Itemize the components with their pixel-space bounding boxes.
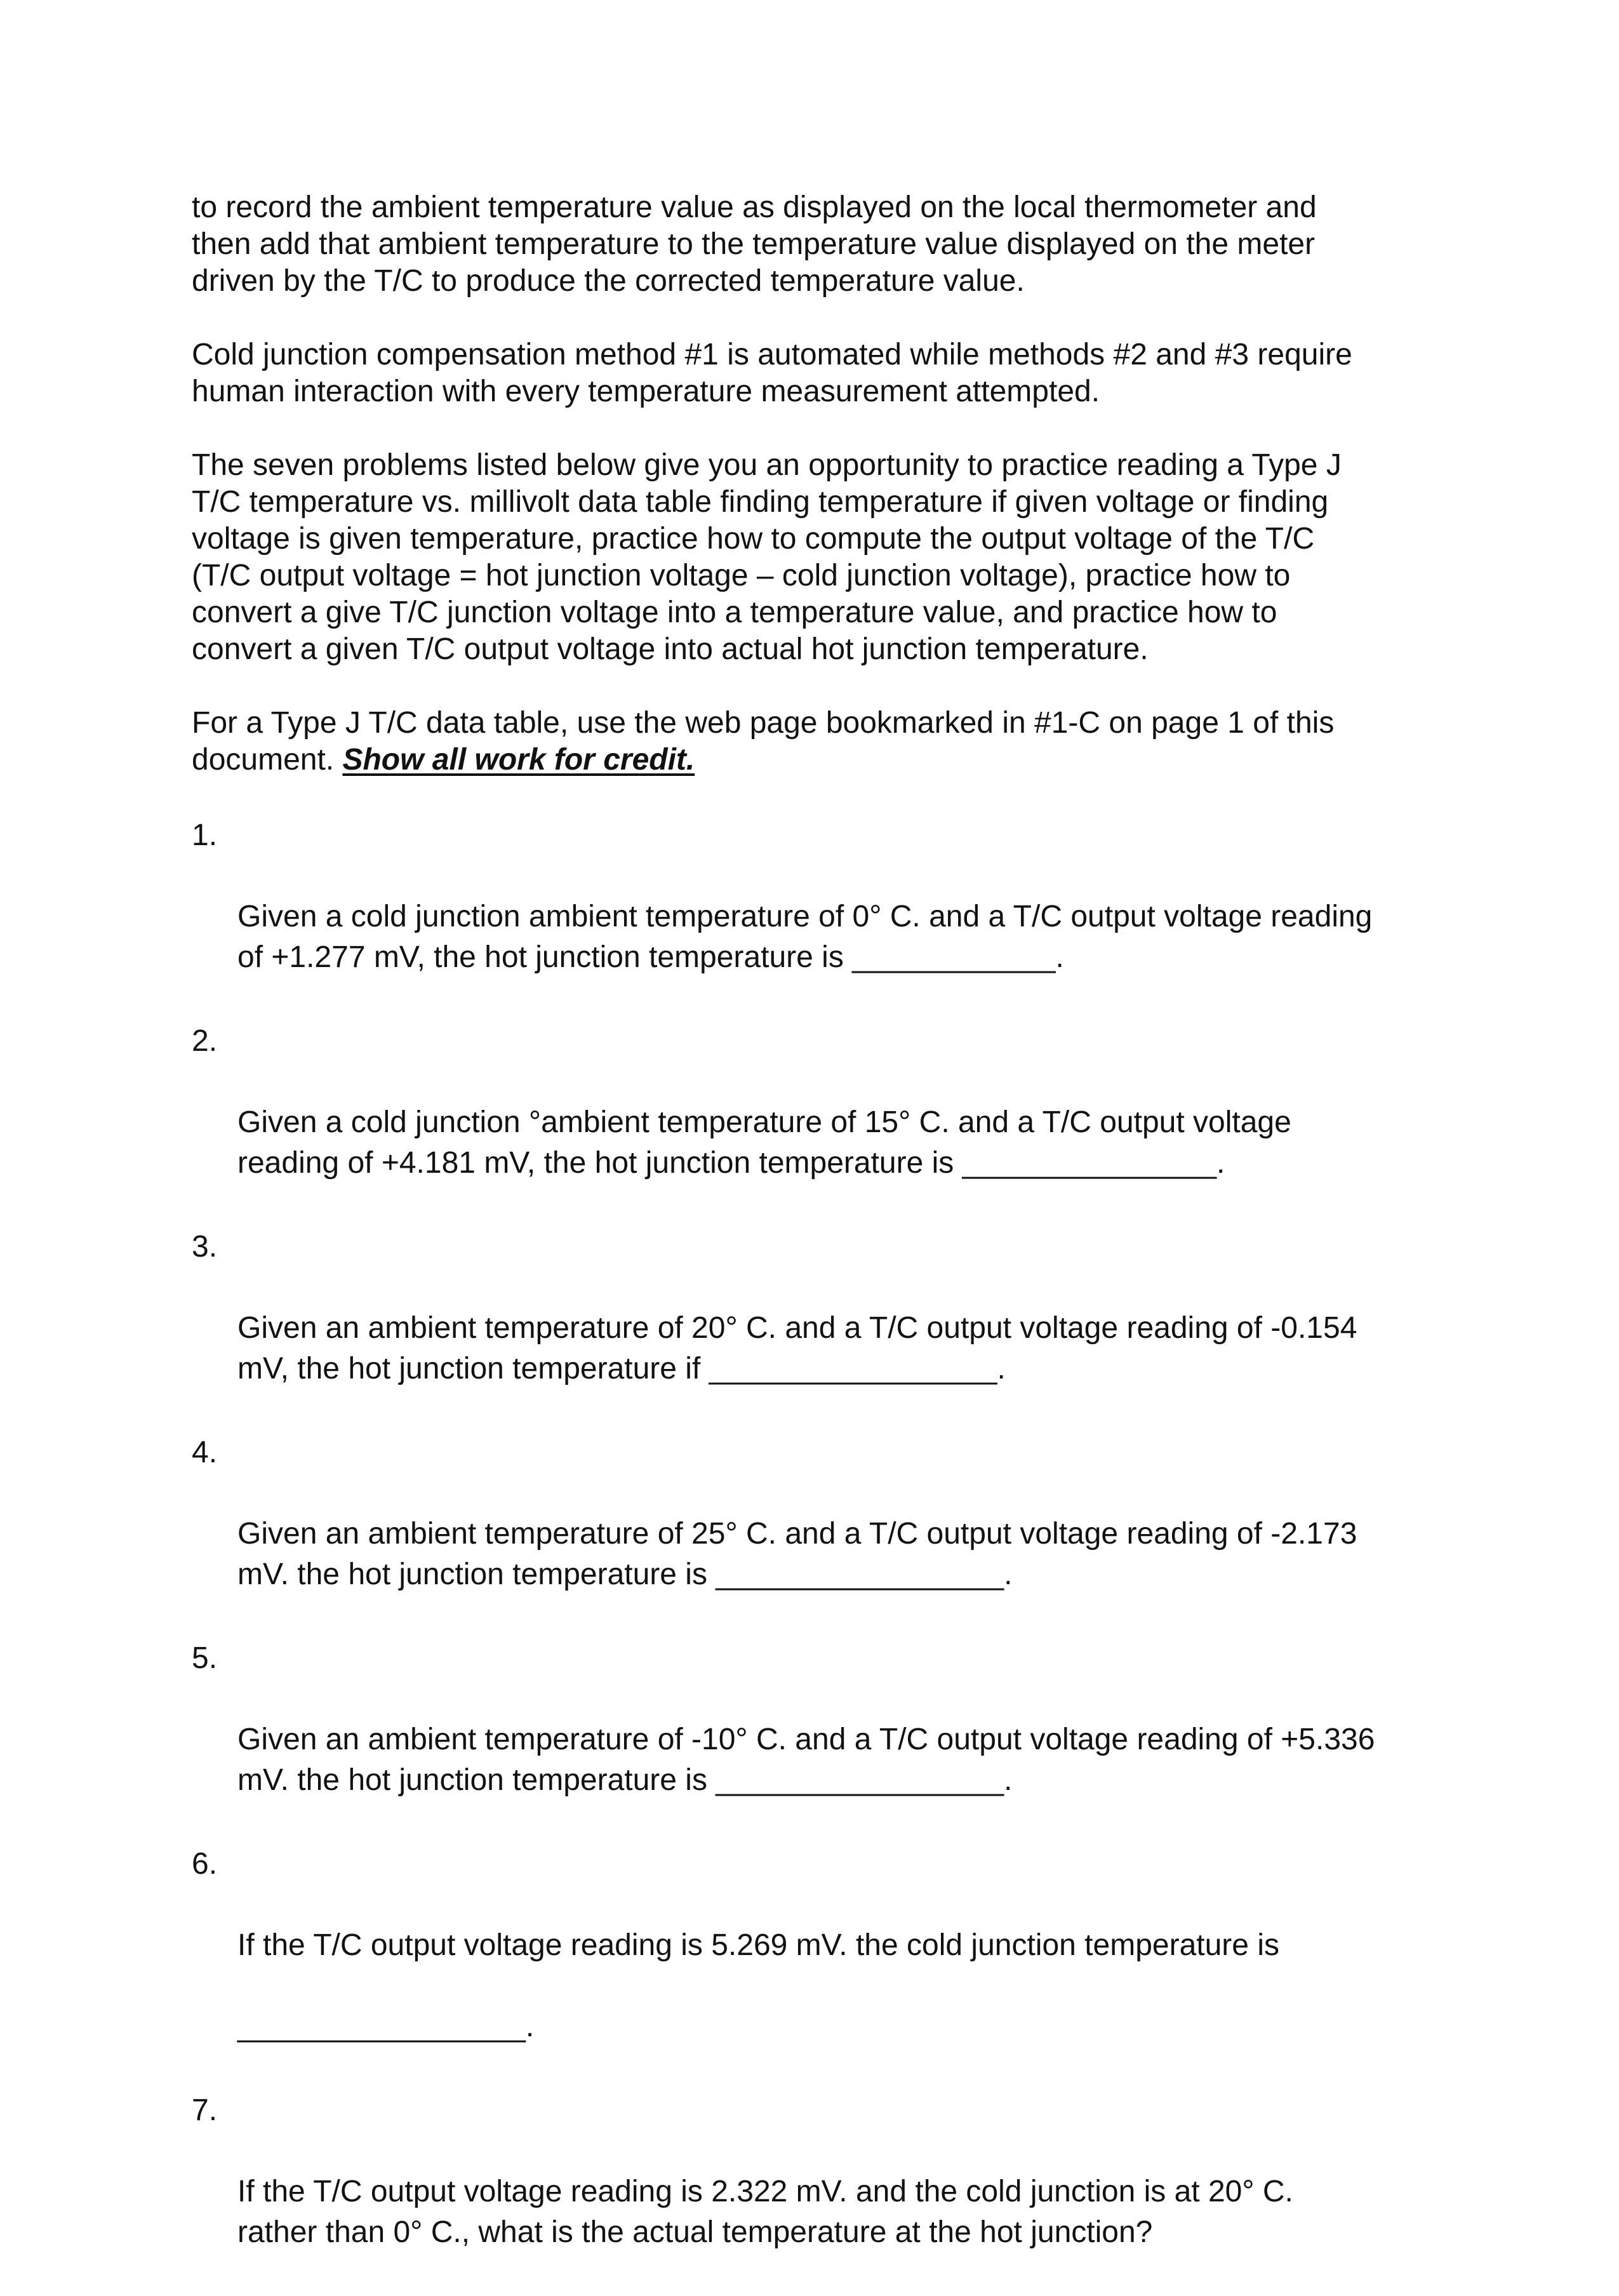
data-table-instruction-text: For a Type J T/C data table, use the web page bookmarked in #1-C on page 1 of this document.: [192, 706, 1335, 777]
problem-item: [192, 1844, 1436, 2047]
problem-text: If the T/C output voltage reading is 2.322 mV. and the cold junction is at 20° C. rather than 0° C., what is the actual temperature at the hot junction?: [237, 2175, 1293, 2249]
problem-item: [192, 1227, 1436, 1389]
problem-text: Given an ambient temperature of -10° C. and a T/C output voltage reading of +5.336 mV. the hot junction temperature is _________________.: [237, 1723, 1375, 1797]
problem-item: [192, 1638, 1436, 1801]
problem-number: 6.: [192, 1847, 218, 1881]
problem-number: 7.: [192, 2093, 218, 2127]
page-content: [192, 189, 1436, 2296]
problem-item: [192, 1021, 1436, 1184]
problem-item: [192, 815, 1436, 978]
problem-text: If the T/C output voltage reading is 5.269 mV. the cold junction temperature is _________________.: [237, 1928, 1279, 2043]
problem-item: [192, 2090, 1436, 2253]
problem-text: Given a cold junction ambient temperature of 0° C. and a T/C output voltage reading of +1.277 mV, the hot junction temperature is ____________.: [237, 900, 1373, 974]
problem-number: 1.: [192, 818, 218, 852]
problem-number: 3.: [192, 1230, 218, 1264]
paragraph-problems-intro: The seven problems listed below give you an opportunity to practice reading a Type J T/C temperature vs. millivolt data table finding temperature if given voltage or finding voltage is given temperature, practice how to compute the output voltage of the T/C (T/C output voltage = hot junction voltage – cold junction voltage), practice how to convert a give T/C junction voltage into a temperature value, and practice how to convert a given T/C output voltage into actual hot junction temperature.: [192, 448, 1342, 666]
show-work-emphasis: Show all work for credit.: [342, 743, 695, 777]
problem-number: 5.: [192, 1641, 218, 1675]
problem-list: [192, 815, 1436, 2253]
paragraph-data-table-instructions: [192, 705, 1436, 778]
problem-number: 2.: [192, 1024, 218, 1058]
problem-item: [192, 1432, 1436, 1595]
problem-number: 4.: [192, 1436, 218, 1469]
paragraph-compensation-methods: Cold junction compensation method #1 is automated while methods #2 and #3 require human interaction with every temperature measurement attempted.: [192, 338, 1352, 408]
problem-text: Given a cold junction °ambient temperature of 15° C. and a T/C output voltage reading of +4.181 mV, the hot junction temperature is _______________.: [237, 1105, 1291, 1180]
paragraph-ambient-correction: to record the ambient temperature value as displayed on the local thermometer and then add that ambient temperature to the temperature value displayed on the meter driven by the T/C to produce the corrected temperature value.: [192, 190, 1317, 298]
problem-text: Given an ambient temperature of 20° C. and a T/C output voltage reading of -0.154 mV, the hot junction temperature if _________________.: [237, 1311, 1357, 1385]
problem-text: Given an ambient temperature of 25° C. and a T/C output voltage reading of -2.173 mV. the hot junction temperature is _________________.: [237, 1517, 1357, 1591]
